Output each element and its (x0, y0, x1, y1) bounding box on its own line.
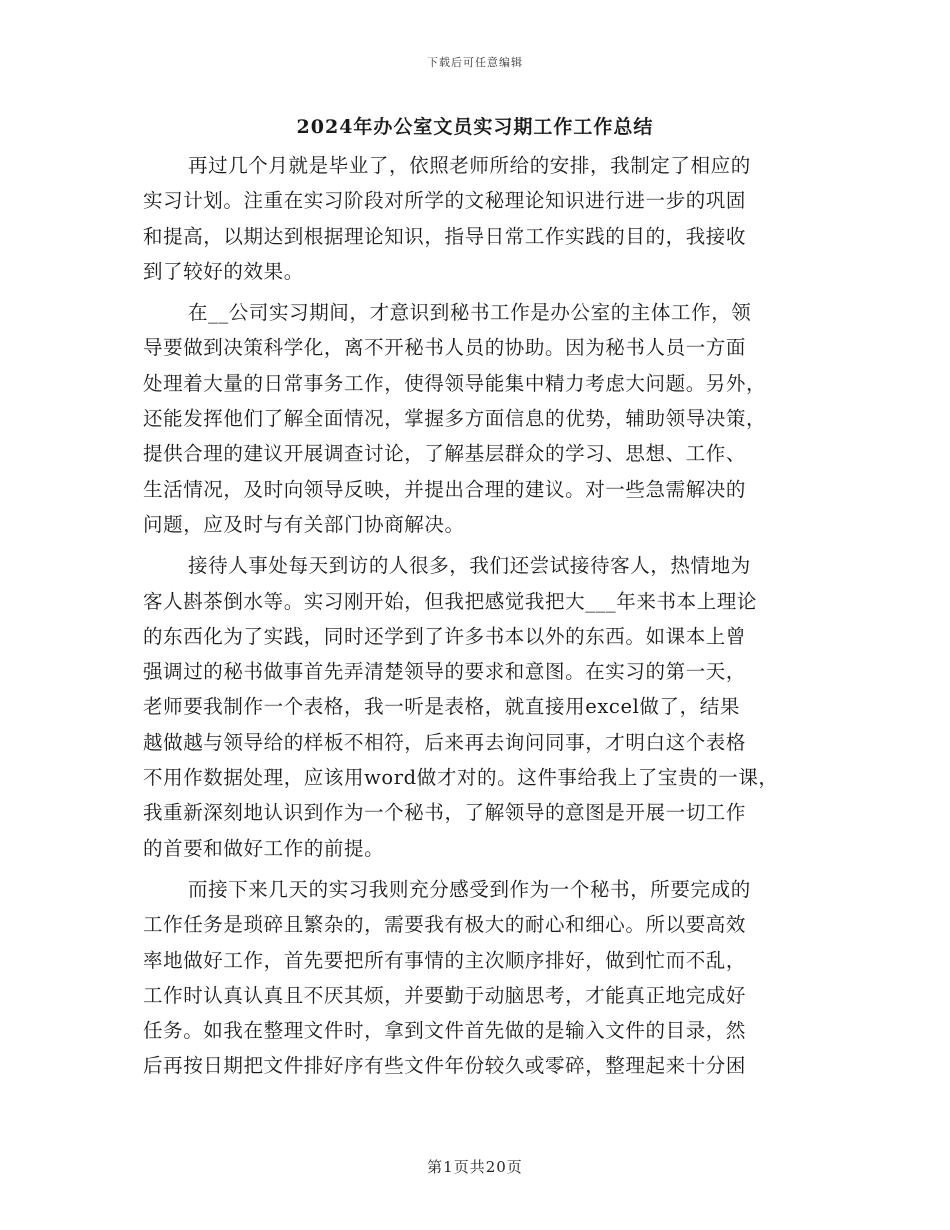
paragraph-line: 不用作数据处理，应该用word做才对的。这件事给我上了宝贵的一课， (143, 766, 779, 790)
paragraph-line: 问题，应及时与有关部门协商解决。 (143, 512, 465, 536)
paragraph-line: 和提高，以期达到根据理论知识，指导日常工作实践的目的，我接收 (143, 224, 747, 248)
paragraph-line: 的东西化为了实践，同时还学到了许多书本以外的东西。如课本上曾 (143, 624, 747, 648)
page-number: 第1页共20页 (427, 1158, 523, 1176)
paragraph-line: 处理着大量的日常事务工作，使得领导能集中精力考虑大问题。另外， (143, 371, 767, 395)
paragraph-line: 而接下来几天的实习我则充分感受到作为一个秘书，所要完成的 (188, 877, 751, 901)
paragraph-line: 后再按日期把文件排好序有些文件年份较久或零碎，整理起来十分困 (143, 1054, 747, 1078)
paragraph-line: 任务。如我在整理文件时，拿到文件首先做的是输入文件的目录，然 (143, 1019, 747, 1043)
paragraph-line: 我重新深刻地认识到作为一个秘书，了解领导的意图是开展一切工作 (143, 801, 747, 825)
paragraph-line: 工作任务是琐碎且繁杂的，需要我有极大的耐心和细心。所以要高效 (143, 913, 747, 937)
paragraph-line: 老师要我制作一个表格，我一听是表格，就直接用excel做了，结果 (143, 695, 740, 719)
paragraph-line: 越做越与领导给的样板不相符，后来再去询问同事，才明白这个表格 (143, 730, 747, 754)
document-body (143, 148, 811, 1084)
paragraph-line: 率地做好工作，首先要把所有事情的主次顺序排好，做到忙而不乱， (143, 948, 747, 972)
paragraph-line: 实习计划。注重在实习阶段对所学的文秘理论知识进行进一步的巩固 (143, 189, 747, 213)
paragraph-line: 还能发挥他们了解全面情况，掌握多方面信息的优势，辅助领导决策， (143, 407, 767, 431)
paragraph-line: 强调过的秘书做事首先弄清楚领导的要求和意图。在实习的第一天， (143, 660, 747, 684)
document-title: 2024年办公室文员实习期工作工作总结 (296, 116, 654, 138)
paragraph-line: 客人斟茶倒水等。实习刚开始，但我把感觉我把大___年来书本上理论 (143, 589, 757, 613)
paragraph-line: 导要做到决策科学化，离不开秘书人员的协助。因为秘书人员一方面 (143, 336, 747, 360)
paragraph-line: 到了较好的效果。 (143, 259, 304, 283)
paragraph-line: 生活情况，及时向领导反映，并提出合理的建议。对一些急需解决的 (143, 477, 747, 501)
paragraph-line: 的首要和做好工作的前提。 (143, 836, 385, 860)
paragraph-line: 提供合理的建议开展调查讨论，了解基层群众的学习、思想、工作、 (143, 442, 747, 466)
paragraph-line: 再过几个月就是毕业了，依照老师所给的安排，我制定了相应的 (188, 154, 751, 177)
header-note: 下载后可任意编辑 (427, 56, 523, 69)
paragraph-line: 工作时认真认真且不厌其烦，并要勤于动脑思考，才能真正地完成好 (143, 983, 747, 1007)
paragraph-line: 在__公司实习期间，才意识到秘书工作是办公室的主体工作，领 (188, 301, 752, 325)
paragraph-line: 接待人事处每天到访的人很多，我们还尝试接待客人，热情地为 (188, 554, 751, 578)
